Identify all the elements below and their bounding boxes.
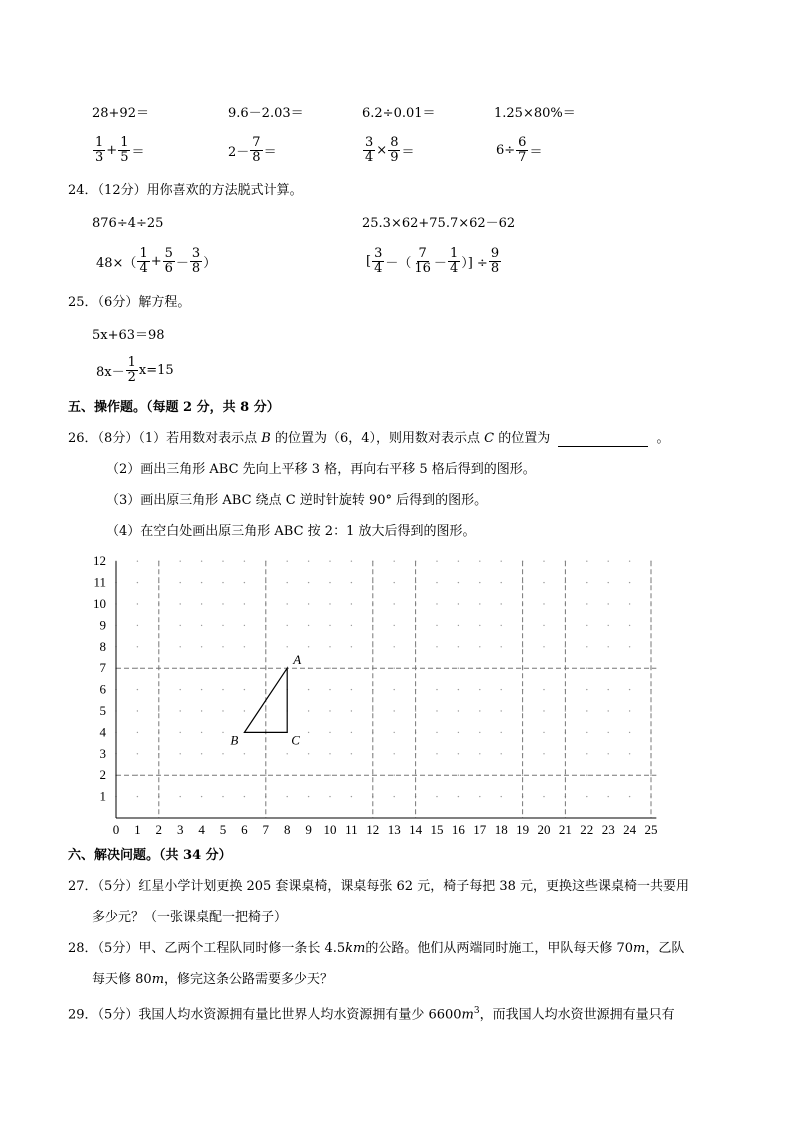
grid-dot xyxy=(201,561,202,562)
grid-dot xyxy=(650,710,651,711)
x-tick-label: 3 xyxy=(176,822,184,837)
grid-dot xyxy=(308,732,309,733)
grid-dot xyxy=(501,753,502,754)
grid-dot xyxy=(244,646,245,647)
grid-dot xyxy=(329,796,330,797)
grid-dot xyxy=(201,753,202,754)
calc-frac-4: 6÷ $\frac{6}{7}$ ＝ xyxy=(496,135,543,165)
grid-dot xyxy=(629,603,630,604)
grid-dot xyxy=(201,603,202,604)
y-tick-label: 6 xyxy=(99,681,106,697)
q26-line-4: （4）在空白处画出原三角形 ABC 按 2：1 放大后得到的图形。 xyxy=(106,524,476,539)
grid-dot xyxy=(308,561,309,562)
x-tick-label: 6 xyxy=(241,822,248,837)
calc-item-3: 6.2÷0.01＝ xyxy=(362,106,436,121)
grid-dot xyxy=(308,625,309,626)
grid-dot xyxy=(201,668,202,669)
grid-dot xyxy=(329,775,330,776)
grid-dot xyxy=(222,753,223,754)
grid-dot xyxy=(479,561,480,562)
coordinate-grid xyxy=(80,548,680,840)
x-tick-label: 18 xyxy=(494,822,508,837)
grid-dot xyxy=(351,796,352,797)
grid-dot xyxy=(608,603,609,604)
grid-dot xyxy=(222,625,223,626)
y-tick-label: 8 xyxy=(99,638,106,654)
grid-dot xyxy=(201,775,202,776)
grid-dot xyxy=(650,646,651,647)
grid-dot xyxy=(501,689,502,690)
grid-dot xyxy=(329,753,330,754)
grid-dot xyxy=(586,796,587,797)
grid-dot xyxy=(501,796,502,797)
x-tick-label: 4 xyxy=(198,822,205,837)
grid-dot xyxy=(287,646,288,647)
grid-dot xyxy=(479,625,480,626)
grid-dot xyxy=(329,625,330,626)
grid-dot xyxy=(201,710,202,711)
y-tick-label: 10 xyxy=(93,596,106,611)
grid-dot xyxy=(137,689,138,690)
vertex-label-a: A xyxy=(293,652,302,668)
grid-dot xyxy=(137,603,138,604)
grid-dot xyxy=(479,603,480,604)
section-5-heading: 五、操作题。（每题 2 分，共 8 分） xyxy=(68,400,280,415)
calc-frac-1: $\frac{1}{3}$ + $\frac{1}{5}$ ＝ xyxy=(95,135,145,165)
q26-line-2: （2）画出三角形 ABC 先向上平移 3 格，再向右平移 5 格后得到的图形。 xyxy=(106,462,536,477)
grid-dot xyxy=(222,561,223,562)
grid-dot xyxy=(329,561,330,562)
grid-dot xyxy=(522,775,523,776)
grid-dot xyxy=(180,646,181,647)
grid-dot xyxy=(629,796,630,797)
grid-dot xyxy=(222,689,223,690)
q27-line-1: 27．（5分）红星小学计划更换 205 套课桌椅，课桌每张 62 元，椅子每把 38 元，更换这些课桌椅一共要用 xyxy=(68,879,690,894)
grid-dot xyxy=(329,603,330,604)
grid-dot xyxy=(180,582,181,583)
grid-dot xyxy=(586,732,587,733)
q24-expr-1: 876÷4÷25 xyxy=(92,216,164,231)
x-tick-label: 9 xyxy=(305,822,312,837)
x-tick-label: 21 xyxy=(558,822,572,837)
grid-dot xyxy=(394,668,395,669)
x-tick-label: 15 xyxy=(430,822,444,837)
grid-dot xyxy=(287,625,288,626)
calc-frac-3: $\frac{3}{4}$ × $\frac{8}{9}$ ＝ xyxy=(365,135,415,165)
calc-item-1: 28+92＝ xyxy=(92,106,149,121)
grid-dot xyxy=(608,689,609,690)
grid-dot xyxy=(479,689,480,690)
grid-dot xyxy=(394,775,395,776)
grid-dot xyxy=(522,646,523,647)
grid-dot xyxy=(394,646,395,647)
grid-dot xyxy=(201,582,202,583)
grid-dot xyxy=(458,668,459,669)
grid-dot xyxy=(308,796,309,797)
grid-dot xyxy=(565,646,566,647)
grid-dot xyxy=(458,710,459,711)
grid-dot xyxy=(180,603,181,604)
grid-dot xyxy=(201,796,202,797)
grid-dot xyxy=(501,603,502,604)
grid-dot xyxy=(137,582,138,583)
grid-dot xyxy=(436,561,437,562)
grid-dot xyxy=(287,603,288,604)
grid-dot xyxy=(222,710,223,711)
grid-dot xyxy=(586,710,587,711)
grid-dot xyxy=(565,710,566,711)
grid-dot xyxy=(608,710,609,711)
x-tick-label: 7 xyxy=(262,822,270,837)
grid-dot xyxy=(180,753,181,754)
grid-dot xyxy=(586,625,587,626)
y-tick-label: 12 xyxy=(93,553,106,569)
grid-dot xyxy=(629,732,630,733)
grid-dot xyxy=(351,582,352,583)
vertex-label-b: B xyxy=(230,732,239,748)
grid-dot xyxy=(372,646,373,647)
grid-dot xyxy=(329,732,330,733)
grid-dot xyxy=(351,603,352,604)
q25-eq-1: 5x+63＝98 xyxy=(92,328,165,343)
x-tick-label: 19 xyxy=(516,822,530,837)
grid-dot xyxy=(308,710,309,711)
calc-item-4: 1.25×80%＝ xyxy=(494,106,576,121)
grid-dot xyxy=(501,561,502,562)
grid-dot xyxy=(180,625,181,626)
grid-dot xyxy=(329,582,330,583)
grid-dot xyxy=(458,625,459,626)
grid-dot xyxy=(201,689,202,690)
x-tick-label: 10 xyxy=(323,822,337,837)
q29-line-1: 29．（5分）我国人均水资源拥有量比世界人均水资源拥有量少 $6600m^3$，而我国人均水资世源拥有量只有 xyxy=(68,1006,675,1023)
y-tick-label: 1 xyxy=(99,788,106,804)
grid-dot xyxy=(372,710,373,711)
grid-dot xyxy=(415,646,416,647)
grid-dot xyxy=(608,582,609,583)
grid-dot xyxy=(137,732,138,733)
grid-dot xyxy=(608,561,609,562)
q28-line-1: 28．（5分）甲、乙两个工程队同时修一条长 4.5km的公路。他们从两端同时施工，甲队每天修 70m，乙队 xyxy=(68,941,685,956)
grid-dot xyxy=(436,732,437,733)
grid-dot xyxy=(394,753,395,754)
grid-dot xyxy=(629,625,630,626)
grid-dot xyxy=(543,710,544,711)
grid-dot xyxy=(394,582,395,583)
grid-dot xyxy=(351,625,352,626)
grid-dot xyxy=(265,775,266,776)
grid-dot xyxy=(201,732,202,733)
grid-dot xyxy=(479,796,480,797)
q26-line-1: 26．（8分）（1）若用数对表示点 B 的位置为（6，4），则用数对表示点 C 的位置为 。 xyxy=(68,431,670,446)
x-tick-label: 20 xyxy=(537,822,551,837)
grid-dot xyxy=(629,710,630,711)
grid-dot xyxy=(479,646,480,647)
grid-dot xyxy=(501,732,502,733)
x-tick-label: 12 xyxy=(366,822,380,837)
grid-dot xyxy=(244,796,245,797)
grid-dot xyxy=(629,582,630,583)
grid-dot xyxy=(479,710,480,711)
grid-dot xyxy=(586,689,587,690)
grid-dot xyxy=(543,561,544,562)
grid-dot xyxy=(394,710,395,711)
grid-dot xyxy=(308,646,309,647)
grid-dot xyxy=(137,625,138,626)
grid-dot xyxy=(436,625,437,626)
grid-dot xyxy=(222,732,223,733)
grid-dot xyxy=(244,561,245,562)
grid-dot xyxy=(265,646,266,647)
grid-dot xyxy=(436,582,437,583)
grid-dot xyxy=(479,582,480,583)
grid-dot xyxy=(394,625,395,626)
grid-dot xyxy=(586,753,587,754)
grid-dot xyxy=(351,689,352,690)
grid-dot xyxy=(351,710,352,711)
grid-dot xyxy=(501,582,502,583)
grid-dot xyxy=(501,710,502,711)
grid-dot xyxy=(650,775,651,776)
x-tick-label: 16 xyxy=(451,822,465,837)
q24-title: 24．（12分）用你喜欢的方法脱式计算。 xyxy=(68,183,303,198)
grid-dot xyxy=(329,710,330,711)
grid-dot xyxy=(543,625,544,626)
grid-dot xyxy=(287,796,288,797)
q24-expr-2: 25.3×62+75.7×62－62 xyxy=(362,216,516,231)
grid-dot xyxy=(137,753,138,754)
answer-blank xyxy=(558,434,648,447)
grid-dot xyxy=(458,582,459,583)
q24-expr-3: 48×（ $\frac{1}{4}$ + $\frac{5}{6}$ － $\frac{3}{8}$ ） xyxy=(96,246,217,276)
grid-dot xyxy=(629,753,630,754)
grid-dot xyxy=(543,689,544,690)
grid-dot xyxy=(244,603,245,604)
grid-dot xyxy=(137,561,138,562)
grid-dot xyxy=(458,646,459,647)
y-tick-label: 7 xyxy=(99,660,106,676)
x-tick-label: 1 xyxy=(134,822,141,837)
grid-dot xyxy=(436,710,437,711)
grid-dot xyxy=(586,582,587,583)
grid-dot xyxy=(436,753,437,754)
grid-dot xyxy=(458,603,459,604)
vertex-label-c: C xyxy=(291,732,300,748)
grid-dot xyxy=(329,668,330,669)
grid-dot xyxy=(543,753,544,754)
grid-dot xyxy=(244,625,245,626)
grid-dot xyxy=(158,646,159,647)
grid-dot xyxy=(608,732,609,733)
y-tick-label: 3 xyxy=(99,745,106,761)
grid-dot xyxy=(244,689,245,690)
grid-dot xyxy=(244,753,245,754)
grid-dot xyxy=(608,753,609,754)
grid-dot xyxy=(586,561,587,562)
grid-dot xyxy=(586,668,587,669)
grid-dot xyxy=(308,582,309,583)
grid-dot xyxy=(351,732,352,733)
grid-dot xyxy=(608,646,609,647)
q25-title: 25．（6分）解方程。 xyxy=(68,295,191,310)
grid-dot xyxy=(586,646,587,647)
grid-dot xyxy=(265,710,266,711)
grid-dot xyxy=(351,753,352,754)
grid-dot xyxy=(222,603,223,604)
grid-dot xyxy=(308,603,309,604)
grid-dot xyxy=(287,582,288,583)
q24-expr-4: [ $\frac{3}{4}$ －（ $\frac{7}{16}$ － $\frac{1}{4}$ ）] ÷ $\frac{9}{8}$ xyxy=(366,246,500,276)
x-tick-label: 17 xyxy=(473,822,487,837)
grid-dot xyxy=(351,561,352,562)
grid-dot xyxy=(543,796,544,797)
grid-dot xyxy=(351,646,352,647)
grid-dot xyxy=(137,646,138,647)
x-tick-label: 0 xyxy=(112,822,120,837)
section-6-heading: 六、解决问题。（共 34 分） xyxy=(68,848,232,863)
x-tick-label: 11 xyxy=(345,822,358,837)
grid-dot xyxy=(608,796,609,797)
grid-dot xyxy=(436,689,437,690)
x-tick-label: 13 xyxy=(387,822,401,837)
grid-dot xyxy=(479,753,480,754)
grid-dot xyxy=(436,603,437,604)
calc-frac-2: 2－ $\frac{7}{8}$ ＝ xyxy=(228,135,277,165)
grid-dot xyxy=(244,710,245,711)
grid-dot xyxy=(287,753,288,754)
grid-dot xyxy=(180,732,181,733)
grid-dot xyxy=(329,646,330,647)
grid-dot xyxy=(244,582,245,583)
x-tick-label: 8 xyxy=(283,822,291,837)
y-tick-label: 4 xyxy=(99,724,106,740)
grid-dot xyxy=(180,796,181,797)
grid-dot xyxy=(222,646,223,647)
grid-dot xyxy=(543,646,544,647)
x-tick-label: 2 xyxy=(155,822,163,837)
grid-dot xyxy=(501,625,502,626)
grid-dot xyxy=(222,582,223,583)
x-tick-label: 24 xyxy=(623,822,637,837)
q25-eq-2: 8x－ $\frac{1}{2}$ x=15 xyxy=(96,355,174,385)
x-tick-label: 5 xyxy=(219,822,227,837)
grid-dot xyxy=(394,732,395,733)
grid-dot xyxy=(137,710,138,711)
grid-dot xyxy=(394,796,395,797)
grid-dot xyxy=(308,689,309,690)
grid-dot xyxy=(586,603,587,604)
grid-dot xyxy=(394,561,395,562)
grid-dot xyxy=(201,625,202,626)
grid-dot xyxy=(394,603,395,604)
grid-dot xyxy=(158,710,159,711)
calc-item-2: 9.6－2.03＝ xyxy=(228,106,304,121)
y-tick-label: 2 xyxy=(99,767,106,783)
y-tick-label: 11 xyxy=(93,574,106,590)
grid-dot xyxy=(436,646,437,647)
grid-dot xyxy=(629,561,630,562)
grid-dot xyxy=(586,775,587,776)
grid-dot xyxy=(543,582,544,583)
grid-dot xyxy=(608,625,609,626)
grid-dot xyxy=(180,561,181,562)
grid-dot xyxy=(458,732,459,733)
y-tick-label: 5 xyxy=(99,703,106,718)
x-tick-label: 23 xyxy=(601,822,615,837)
grid-dot xyxy=(222,796,223,797)
grid-dot xyxy=(201,646,202,647)
q27-line-2: 多少元？（一张课桌配一把椅子） xyxy=(92,910,288,925)
grid-dot xyxy=(543,732,544,733)
grid-dot xyxy=(436,796,437,797)
grid-dot xyxy=(629,689,630,690)
grid-dot xyxy=(543,603,544,604)
x-tick-label: 22 xyxy=(580,822,594,837)
x-tick-label: 14 xyxy=(409,822,423,837)
grid-dot xyxy=(458,561,459,562)
grid-dot xyxy=(394,689,395,690)
grid-dot xyxy=(522,710,523,711)
grid-dot xyxy=(137,796,138,797)
y-tick-label: 9 xyxy=(99,617,106,633)
grid-dot xyxy=(629,646,630,647)
grid-dot xyxy=(458,689,459,690)
grid-dot xyxy=(479,732,480,733)
grid-dot xyxy=(458,796,459,797)
grid-dot xyxy=(415,710,416,711)
grid-dot xyxy=(287,561,288,562)
grid-dot xyxy=(308,753,309,754)
grid-dot xyxy=(180,710,181,711)
x-tick-label: 25 xyxy=(644,822,658,837)
q28-line-2: 每天修 80m，修完这条公路需要多少天？ xyxy=(92,972,334,987)
grid-dot xyxy=(458,753,459,754)
grid-dot xyxy=(180,689,181,690)
grid-dot xyxy=(501,646,502,647)
q26-line-3: （3）画出原三角形 ABC 绕点 C 逆时针旋转 90° 后得到的图形。 xyxy=(106,493,488,508)
grid-dot xyxy=(329,689,330,690)
grid-dot xyxy=(458,775,459,776)
